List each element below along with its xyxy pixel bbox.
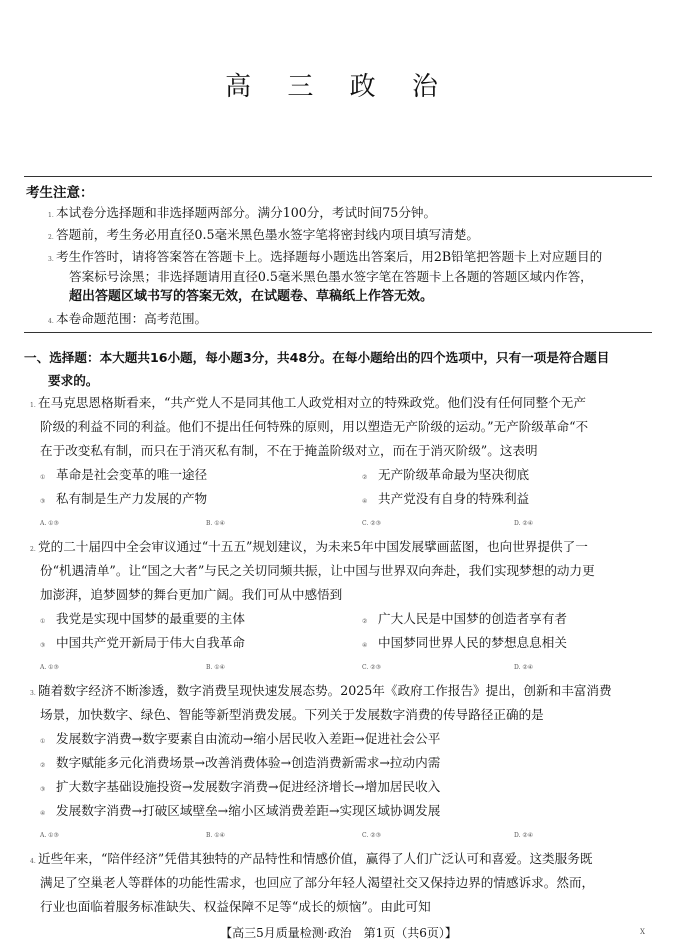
question-2-option-4: ④ 中国梦同世界人民的梦想息息相关	[362, 635, 567, 650]
question-2-choice-b: B. ①④	[206, 664, 225, 671]
question-1-line-2: 阶级的利益不同的利益。他们不提出任何特殊的原则，用以塑造无产阶级的运动。”无产阶级革命“不	[40, 419, 589, 434]
notice-item-2: 2. 答题前，考生务必用直径0.5毫米黑色墨水签字笔将密封线内项目填写清楚。	[48, 227, 480, 242]
question-2-line-1: 2. 党的二十届四中全会审议通过“十五五”规划建议，为未来5年中国发展擘画蓝图，也向世界提供了一	[30, 539, 588, 554]
question-4-line-2: 满足了空巢老人等群体的功能性需求，也回应了部分年轻人渴望社交又保持边界的情感诉求。然而，	[40, 875, 595, 890]
question-1-option-3: ③ 私有制是生产力发展的产物	[40, 491, 208, 506]
question-1-choice-b: B. ①④	[206, 520, 225, 527]
page-footer: 【高三5月质量检测·政治 第1页（共6页）】	[220, 926, 457, 940]
question-4-line-3: 行业也面临着服务标准缺失、权益保障不足等“成长的烦恼”。由此可知	[40, 899, 431, 914]
question-3-line-1: 3. 随着数字经济不断渗透，数字消费呈现快速发展态势。2025年《政府工作报告》提出，创新和丰富消费	[30, 683, 612, 698]
question-3-option-1: ① 发展数字消费→数字要素自由流动→缩小居民收入差距→促进社会公平	[40, 731, 441, 746]
question-2-option-2: ② 广大人民是中国梦的创造者享有者	[362, 611, 567, 626]
question-4-line-1: 4. 近些年来，“陪伴经济”凭借其独特的产品特性和情感价值，赢得了人们广泛认可和喜爱。这类服务既	[30, 851, 593, 866]
notice-item-3-bold: 超出答题区域书写的答案无效，在试题卷、草稿纸上作答无效。	[69, 289, 434, 304]
question-2-choice-c: C. ②③	[362, 664, 381, 671]
question-3-option-2: ② 数字赋能多元化消费场景→改善消费体验→创造消费新需求→拉动内需	[40, 755, 441, 770]
question-2-option-1: ① 我党是实现中国梦的最重要的主体	[40, 611, 245, 626]
question-1-choice-d: D. ②④	[514, 520, 534, 527]
notice-item-3: 3. 考生作答时，请将答案答在答题卡上。选择题每小题选出答案后，用2B铅笔把答题卡上对应题目的	[48, 249, 603, 264]
question-3-option-3: ③ 扩大数字基础设施投资→发展数字消费→促进经济增长→增加居民收入	[40, 779, 441, 794]
question-2-option-3: ③ 中国共产党开新局于伟大自我革命	[40, 635, 245, 650]
question-1-choice-a: A. ①③	[40, 520, 59, 527]
question-1-line-1: 1. 在马克思恩格斯看来，“共产党人不是同其他工人政党相对立的特殊政党。他们没有任何同整个无产	[30, 395, 586, 410]
question-2-line-3: 加澎湃，追梦圆梦的舞台更加广阔。我们可从中感悟到	[40, 587, 343, 602]
question-1-choice-c: C. ②③	[362, 520, 381, 527]
section-1-heading-cont: 要求的。	[48, 373, 99, 388]
section-1-heading: 一、选择题：本大题共16小题，每小题3分，共48分。在每小题给出的四个选项中，只有一项是符合题目	[24, 350, 610, 365]
question-3-choice-b: B. ①④	[206, 832, 225, 839]
question-1-line-3: 在于改变私有制，而只在于消灭私有制，不在于掩盖阶级对立，而在于消灭阶级”。这表明	[40, 443, 538, 458]
question-3-line-2: 场景，加快数字、绿色、智能等新型消费发展。下列关于发展数字消费的传导路径正确的是	[40, 707, 544, 722]
notice-item-1: 1. 本试卷分选择题和非选择题两部分。满分100分，考试时间75分钟。	[48, 205, 437, 220]
notice-item-3-line2: 答案标号涂黑；非选择题请用直径0.5毫米黑色墨水签字笔在答题卡上各题的答题区域内作答，	[69, 269, 593, 284]
page-mark: X	[640, 928, 645, 936]
notice-heading: 考生注意：	[26, 185, 94, 201]
question-2-choice-a: A. ①③	[40, 664, 59, 671]
question-3-choice-d: D. ②④	[514, 832, 534, 839]
question-1-option-4: ④ 共产党没有自身的特殊利益	[362, 491, 530, 506]
divider-bottom	[24, 332, 652, 333]
question-3-choice-a: A. ①③	[40, 832, 59, 839]
notice-item-4: 4. 本卷命题范围：高考范围。	[48, 311, 208, 326]
question-3-choice-c: C. ②③	[362, 832, 381, 839]
question-2-choice-d: D. ②④	[514, 664, 534, 671]
page-title: 高 三 政 治	[225, 72, 452, 102]
question-1-option-2: ② 无产阶级革命最为坚决彻底	[362, 467, 530, 482]
divider-top	[24, 176, 652, 177]
question-2-line-2: 份“机遇清单”。让“国之大者”与民之关切同频共振，让中国与世界双向奔赴，我们实现梦想的动力更	[40, 563, 595, 578]
question-3-option-4: ④ 发展数字消费→打破区域壁垒→缩小区域消费差距→实现区域协调发展	[40, 803, 441, 818]
question-1-option-1: ① 革命是社会变革的唯一途径	[40, 467, 208, 482]
